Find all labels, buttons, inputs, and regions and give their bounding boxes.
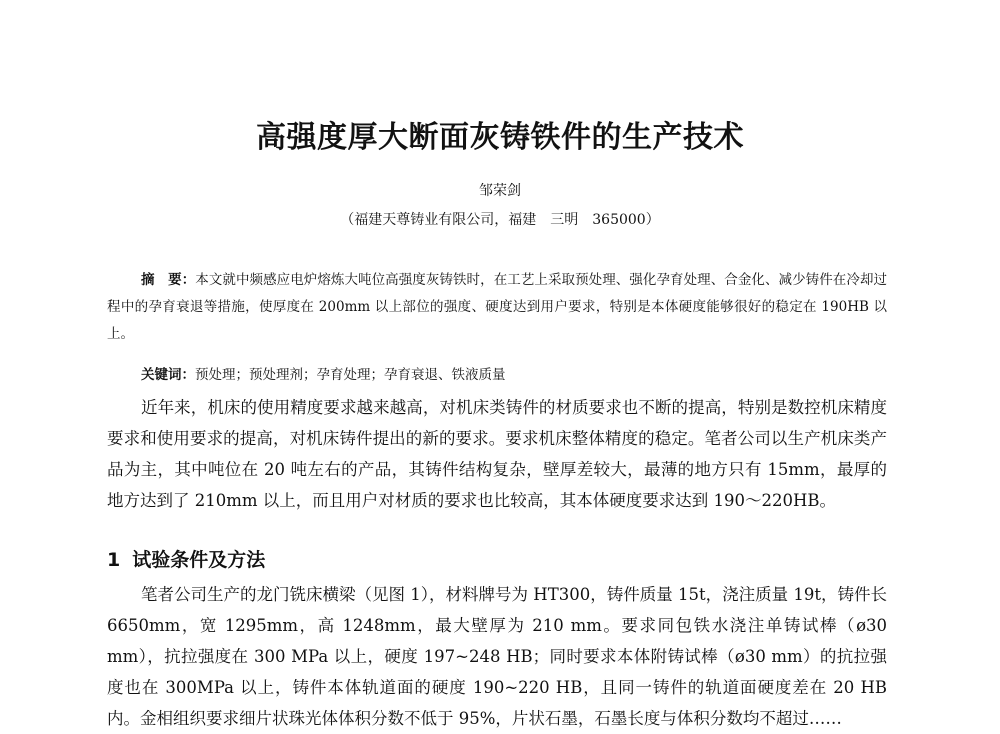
section-1-heading bbox=[107, 545, 265, 572]
section-number: 1 bbox=[107, 549, 121, 571]
keywords bbox=[141, 363, 506, 383]
section-1-paragraph: 笔者公司生产的龙门铣床横梁（见图 1），材料牌号为 HT300，铸件质量 15t，浇注质量 19t，铸件长 6650mm，宽 1295mm，高 1248mm，最大壁厚为 210 mm。要求同包铁水浇注单铸试棒（ø30 mm），抗拉强度在 300 MPa 以上，硬度 197~248 HB；同时要求本体附铸试棒（ø30 mm）的抗拉强度也在 300MPa 以上，铸件本体轨道面的硬度 190~220 HB，且同一铸件的轨道面硬度差在 20 HB 内。金相组织要求细片状珠光体体积分数不低于 95%，片状石墨，石墨长度与体积分数均不超过…… bbox=[107, 585, 887, 728]
author-name: 邹荣剑 bbox=[479, 183, 521, 199]
keywords-label: 关键词： bbox=[141, 367, 195, 383]
abstract bbox=[107, 267, 887, 348]
intro-paragraph: 近年来，机床的使用精度要求越来越高，对机床类铸件的材质要求也不断的提高，特别是数控机床精度要求和使用要求的提高，对机床铸件提出的新的要求。要求机床整体精度的稳定。笔者公司以生产机床类产品为主，其中吨位在 20 吨左右的产品，其铸件结构复杂，壁厚差较大，最薄的地方只有 15mm，最厚的地方达到了 210mm 以上，而且用户对材质的要求也比较高，其本体硬度要求达到 190～220HB。 bbox=[107, 398, 887, 510]
section-title: 试验条件及方法 bbox=[132, 549, 266, 571]
abstract-label: 摘 要： bbox=[141, 272, 196, 288]
paper-title: 高强度厚大断面灰铸铁件的生产技术 bbox=[256, 120, 744, 155]
keywords-text: 预处理；预处理剂；孕育处理；孕育衰退、铁液质量 bbox=[195, 367, 506, 383]
abstract-text: 本文就中频感应电炉熔炼大吨位高强度灰铸铁时，在工艺上采取预处理、强化孕育处理、合金化、减少铸件在冷却过程中的孕育衰退等措施，使厚度在 200mm 以上部位的强度、硬度达到用户要求，特别是本体硬度能够很好的稳定在 190HB 以上。 bbox=[107, 272, 888, 342]
author-affiliation: （福建天尊铸业有限公司，福建 三明 365000） bbox=[340, 212, 660, 228]
